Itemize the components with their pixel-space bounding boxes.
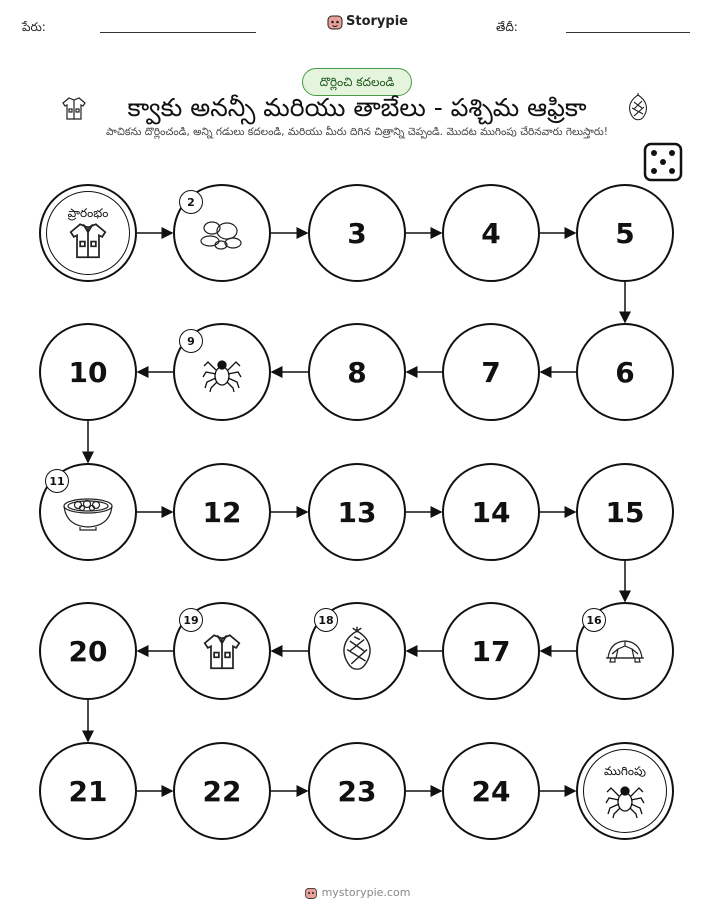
board-cell-11 xyxy=(39,463,137,561)
cell-number: 23 xyxy=(337,774,377,808)
cell-number: 3 xyxy=(347,216,367,250)
instructions-text: పాచికను దొర్లించండి, అన్ని గడులు కదలండి, మరియు మీరు దిగిన చిత్రాన్ని చెప్పండి. మొదట ముగింపు చేరినవారు గెలుస్తారు! xyxy=(106,126,608,138)
name-label: పేరు: xyxy=(22,20,46,34)
cell-number-badge: 16 xyxy=(582,608,606,632)
page-title: క్వాకు అనన్సీ మరియు తాబేలు - పశ్చిమ ఆఫ్రికా xyxy=(127,93,587,122)
board-cell-18 xyxy=(308,602,406,700)
rocks-icon xyxy=(197,213,247,257)
board-cell-10 xyxy=(39,323,137,421)
board-cell-23 xyxy=(308,742,406,840)
board-cell-4 xyxy=(442,184,540,282)
jacket-icon xyxy=(200,629,244,677)
cell-number: 13 xyxy=(337,495,377,529)
cell-number-badge: 2 xyxy=(179,190,203,214)
board-cell-25 xyxy=(576,742,674,840)
board-cell-22 xyxy=(173,742,271,840)
board-cell-21 xyxy=(39,742,137,840)
cell-number: 6 xyxy=(615,355,635,389)
jacket-icon xyxy=(66,218,110,266)
cell-number: 8 xyxy=(347,355,367,389)
cell-number: 5 xyxy=(615,216,635,250)
board-cell-9 xyxy=(173,323,271,421)
cell-number-badge: 9 xyxy=(179,329,203,353)
turtle-icon xyxy=(602,636,648,670)
board-cell-19 xyxy=(173,602,271,700)
board-cell-13 xyxy=(308,463,406,561)
board-cell-7 xyxy=(442,323,540,421)
pinecone-icon xyxy=(337,625,377,681)
board-cell-15 xyxy=(576,463,674,561)
board-cell-16 xyxy=(576,602,674,700)
cell-number: 21 xyxy=(68,774,108,808)
spider-icon xyxy=(200,350,244,398)
board-cell-12 xyxy=(173,463,271,561)
board-cell-24 xyxy=(442,742,540,840)
cell-number: 15 xyxy=(605,495,645,529)
cell-number: 17 xyxy=(471,634,511,668)
footer-url xyxy=(0,886,714,900)
board-cell-6 xyxy=(576,323,674,421)
board-cell-14 xyxy=(442,463,540,561)
spider-icon xyxy=(603,776,647,824)
cell-number: 12 xyxy=(202,495,242,529)
cell-number: 24 xyxy=(471,774,511,808)
cell-number-badge: 18 xyxy=(314,608,338,632)
start-label: ప్రారంభం xyxy=(67,206,109,220)
board-cell-8 xyxy=(308,323,406,421)
cell-number: 20 xyxy=(68,634,108,668)
instruction-pill: దొర్లించి కదలండి xyxy=(302,68,412,96)
bowl-icon xyxy=(60,492,116,536)
board-cell-1 xyxy=(39,184,137,282)
storypie-logo-icon xyxy=(304,886,318,900)
board-cell-2 xyxy=(173,184,271,282)
cell-number: 14 xyxy=(471,495,511,529)
cell-number: 7 xyxy=(481,355,501,389)
board-cell-3 xyxy=(308,184,406,282)
finish-label: ముగింపు xyxy=(604,764,646,778)
cell-number-badge: 19 xyxy=(179,608,203,632)
cell-number: 22 xyxy=(202,774,242,808)
brand-name: Storypie xyxy=(346,14,408,29)
board-cell-20 xyxy=(39,602,137,700)
footer-text: mystorypie.com xyxy=(321,886,411,899)
cell-number-badge: 11 xyxy=(45,469,69,493)
board-cell-5 xyxy=(576,184,674,282)
board-cell-17 xyxy=(442,602,540,700)
date-label: తేదీ: xyxy=(496,20,518,34)
cell-number: 4 xyxy=(481,216,501,250)
cell-number: 10 xyxy=(68,355,108,389)
